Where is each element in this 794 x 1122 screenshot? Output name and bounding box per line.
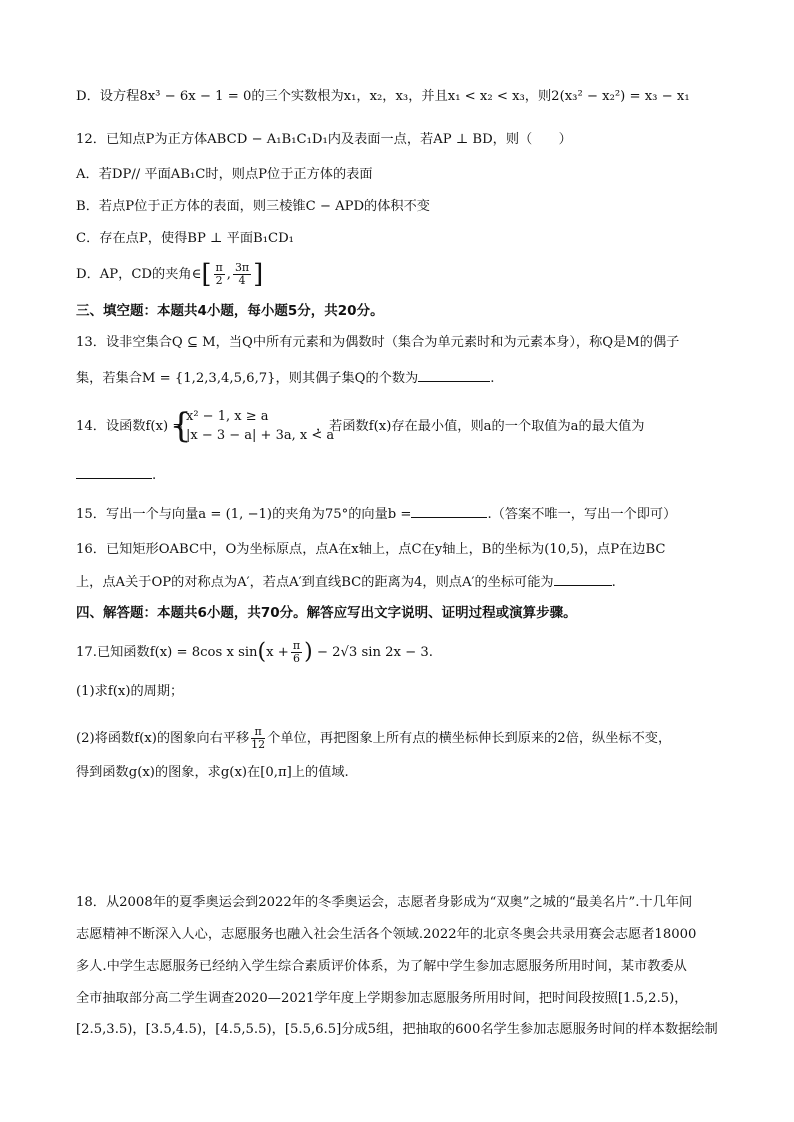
right-bracket: ] — [253, 259, 264, 290]
q18-line-1: 18．从2008年的夏季奥运会到2022年的冬季奥运会，志愿者身影成为“双奥”之城的“最美名片”.十几年间 — [76, 895, 693, 910]
answer-blank[interactable] — [411, 505, 487, 518]
q12-option-d-prefix: D．AP，CD的夹角∈ — [76, 267, 202, 282]
q12-option-d: D．AP，CD的夹角∈[ $\frac{\pi}{2}$ , $\frac{3\pi}{4}$ ] — [76, 259, 264, 290]
section-3-heading: 三、填空题：本题共4小题，每小题5分，共20分。 — [76, 303, 384, 319]
q16-line-2: 上，点A关于OP的对称点为A′，若点A′到直线BC的距离为4，则点A′的坐标可能为 . — [76, 575, 616, 590]
q14-prefix: 14．设函数f(x) = — [76, 419, 184, 434]
answer-blank[interactable] — [76, 466, 152, 479]
case-2: |x − 3 − a| + 3a, x < a — [186, 428, 335, 443]
q12-stem: 12．已知点P为正方体ABCD − A₁B₁C₁D₁内及表面一点，若AP ⊥ BD，则（ ） — [76, 132, 572, 147]
q16-line-1: 16．已知矩形OABC中，O为坐标原点，点A在x轴上，点C在y轴上，B的坐标为(10,5)，点P在边BC — [76, 542, 666, 557]
q17-part-2: (2)将函数f(x)的图象向右平移 $\frac{\pi}{12}$ 个单位，再把图象上所有点的横坐标伸长到原来的2倍，纵坐标不变， — [76, 725, 672, 751]
left-bracket: [ — [201, 259, 212, 290]
answer-blank[interactable] — [554, 573, 612, 586]
q18-line-4: 全市抽取部分高二学生调查2020—2021学年度上学期参加志愿服务所用时间，把时间段按照[1.5,2.5)， — [76, 991, 688, 1006]
q13-line-1: 13．设非空集合Q ⊆ M，当Q中所有元素和为偶数时（集合为单元素时和为元素本身），称Q是M的偶子 — [76, 335, 680, 350]
q12-option-b: B．若点P位于正方体的表面，则三棱锥C − APD的体积不变 — [76, 199, 430, 214]
q18-line-2: 志愿精神不断深入人心，志愿服务也融入社会生活各个领域.2022年的北京冬奥会共录用赛会志愿者18000 — [76, 927, 697, 942]
q17-part-2-cont: 得到函数g(x)的图象，求g(x)在[0,π]上的值域. — [76, 765, 349, 780]
q14-suffix: ，若函数f(x)存在最小值，则a的一个取值为a的最大值为 — [316, 419, 645, 434]
left-brace: { — [170, 406, 192, 446]
fraction-pi-6: $\frac{\pi}{6}$ — [292, 639, 301, 665]
fraction-lower: $\frac{\pi}{2}$ — [215, 261, 223, 287]
q18-line-3: 多人.中学生志愿服务已经纳入学生综合素质评价体系，为了解中学生参加志愿服务所用时间，某市教委从 — [76, 959, 687, 974]
section-4-heading: 四、解答题：本题共6小题，共70分。解答应写出文字说明、证明过程或演算步骤。 — [76, 605, 577, 621]
fraction-upper: $\frac{3\pi}{4}$ — [234, 261, 250, 287]
fraction-pi-12: $\frac{\pi}{12}$ — [251, 725, 266, 751]
q12-option-a: A．若DP// 平面AB₁C时，则点P位于正方体的表面 — [76, 167, 373, 182]
q13-line-2: 集，若集合M = {1,2,3,4,5,6,7}，则其偶子集Q的个数为 . — [76, 371, 495, 386]
q17-part-1: (1)求f(x)的周期； — [76, 684, 184, 699]
q11-option-d: D．设方程8x³ − 6x − 1 = 0的三个实数根为x₁，x₂，x₃，并且x₁ < x₂ < x₃，则2(x₃² − x₂²) = x₃ − x₁ — [76, 89, 690, 104]
q12-option-c: C．存在点P，使得BP ⊥ 平面B₁CD₁ — [76, 231, 294, 246]
answer-blank[interactable] — [418, 369, 490, 382]
q14-answer-line: . — [76, 466, 734, 485]
q17-stem: 17.已知函数f(x) = 8cos x sin(x + $\frac{\pi}{6}$ ) − 2√3 sin 2x − 3. — [76, 639, 433, 665]
q18-line-5: [2.5,3.5)，[3.5,4.5)，[4.5,5.5)，[5.5,6.5]分成5组，把抽取的600名学生参加志愿服务时间的样本数据绘制 — [76, 1022, 718, 1037]
q15: 15．写出一个与向量a = (1, −1)的夹角为75°的向量b = .（答案不唯一，写出一个即可） — [76, 507, 677, 522]
case-1: x² − 1, x ≥ a — [186, 409, 269, 424]
